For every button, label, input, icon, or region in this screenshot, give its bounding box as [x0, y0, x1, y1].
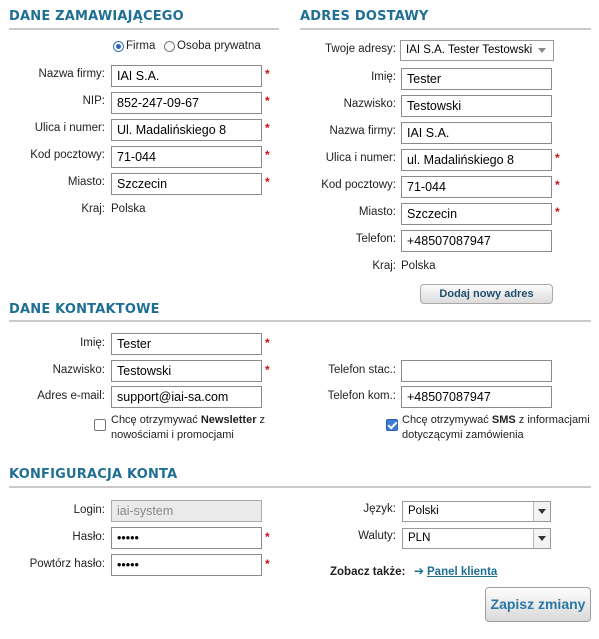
- email-label: Adres e-mail:: [37, 390, 105, 402]
- sms-text-bold: SMS: [491, 414, 516, 426]
- delivery-zip-input[interactable]: [401, 176, 552, 198]
- delivery-phone-label: Telefon:: [355, 233, 396, 245]
- language-select[interactable]: [402, 501, 551, 522]
- required-marker: *: [265, 148, 270, 162]
- addresses-select[interactable]: [400, 40, 554, 61]
- required-marker: *: [265, 557, 270, 571]
- buyer-company-label: Nazwa firmy:: [38, 68, 105, 80]
- required-marker: *: [265, 530, 270, 544]
- delivery-street-input[interactable]: [401, 149, 552, 171]
- language-select-value: Polski: [408, 505, 439, 517]
- newsletter-checkbox[interactable]: [94, 419, 106, 431]
- save-changes-button[interactable]: Zapisz zmiany: [485, 587, 591, 622]
- delivery-zip-label: Kod pocztowy:: [321, 179, 396, 191]
- contact-first-name-label: Imię:: [80, 337, 105, 349]
- password-repeat-label: Powtórz hasło:: [29, 558, 105, 570]
- required-marker: *: [265, 67, 270, 81]
- buyer-company-input[interactable]: [111, 65, 262, 87]
- delivery-country-value: Polska: [401, 260, 436, 272]
- delivery-section-divider: [300, 28, 591, 30]
- contact-section-title: DANE KONTAKTOWE: [9, 302, 160, 317]
- buyer-street-label: Ulica i numer:: [34, 122, 105, 134]
- buyer-section-title: DANE ZAMAWIAJĄCEGO: [9, 9, 184, 24]
- buyer-zip-label: Kod pocztowy:: [30, 149, 105, 161]
- delivery-last-name-label: Nazwisko:: [343, 98, 396, 110]
- see-also-label: Zobacz także:: [330, 566, 406, 578]
- buyer-country-label: Kraj:: [81, 203, 105, 215]
- newsletter-text-bold: Newsletter: [200, 414, 257, 426]
- sms-checkbox-label[interactable]: [402, 413, 590, 443]
- phone-mobile-input[interactable]: [401, 386, 552, 408]
- phone-fixed-label: Telefon stac.:: [328, 364, 396, 376]
- language-label: Język:: [363, 503, 396, 515]
- chevron-down-icon: [533, 529, 550, 548]
- sms-text-line2: dotyczącymi zamówienia: [402, 429, 524, 441]
- private-person-radio-label[interactable]: Osoba prywatna: [177, 40, 261, 52]
- buyer-section-divider: [9, 28, 279, 30]
- newsletter-text-pre: Chcę otrzymywać: [111, 414, 201, 426]
- required-marker: *: [265, 175, 270, 189]
- delivery-country-label: Kraj:: [372, 260, 396, 272]
- chevron-down-icon: [533, 502, 550, 521]
- sms-text-post: z informacjami: [515, 414, 590, 426]
- delivery-first-name-label: Imię:: [371, 71, 396, 83]
- company-radio[interactable]: [113, 41, 124, 52]
- buyer-city-input[interactable]: [111, 173, 262, 195]
- required-marker: *: [265, 94, 270, 108]
- contact-section-divider: [9, 320, 591, 322]
- buyer-street-input[interactable]: [111, 119, 262, 141]
- currency-label: Waluty:: [358, 530, 396, 542]
- login-input: [111, 500, 262, 522]
- account-section-divider: [9, 486, 591, 488]
- sms-text-pre: Chcę otrzymywać: [402, 414, 492, 426]
- phone-mobile-label: Telefon kom.:: [327, 390, 396, 402]
- login-label: Login:: [73, 504, 105, 516]
- password-label: Hasło:: [72, 531, 105, 543]
- buyer-country-value: Polska: [111, 203, 146, 215]
- private-person-radio[interactable]: [164, 41, 175, 52]
- company-radio-label[interactable]: Firma: [126, 40, 156, 52]
- delivery-section-title: ADRES DOSTAWY: [300, 9, 429, 24]
- contact-first-name-input[interactable]: [111, 333, 262, 355]
- email-input[interactable]: [111, 386, 262, 408]
- required-marker: *: [555, 151, 560, 165]
- currency-select[interactable]: [402, 528, 551, 549]
- add-address-button[interactable]: Dodaj nowy adres: [420, 284, 553, 304]
- sms-checkbox[interactable]: [386, 419, 398, 431]
- nip-input[interactable]: [111, 92, 262, 114]
- delivery-city-input[interactable]: [401, 203, 552, 225]
- required-marker: *: [265, 363, 270, 377]
- password-input[interactable]: [111, 527, 262, 549]
- delivery-last-name-input[interactable]: [401, 95, 552, 117]
- account-section-title: KONFIGURACJA KONTA: [9, 467, 178, 482]
- delivery-city-label: Miasto:: [358, 206, 396, 218]
- delivery-street-label: Ulica i numer:: [325, 152, 396, 164]
- currency-select-value: PLN: [408, 532, 431, 544]
- newsletter-text-line2: nowościami i promocjami: [111, 429, 234, 441]
- required-marker: *: [555, 205, 560, 219]
- delivery-first-name-input[interactable]: [401, 68, 552, 90]
- addresses-label: Twoje adresy:: [325, 43, 396, 55]
- arrow-right-icon: ➔: [414, 564, 425, 578]
- delivery-company-label: Nazwa firmy:: [329, 125, 396, 137]
- required-marker: *: [265, 336, 270, 350]
- contact-last-name-label: Nazwisko:: [52, 364, 105, 376]
- newsletter-checkbox-label[interactable]: [111, 413, 265, 443]
- chevron-down-icon: [533, 41, 553, 60]
- buyer-zip-input[interactable]: [111, 146, 262, 168]
- password-repeat-input[interactable]: [111, 554, 262, 576]
- customer-panel-link[interactable]: Panel klienta: [427, 566, 498, 578]
- phone-fixed-input[interactable]: [401, 360, 552, 382]
- nip-label: NIP:: [82, 95, 105, 107]
- required-marker: *: [265, 121, 270, 135]
- delivery-company-input[interactable]: [401, 122, 552, 144]
- contact-last-name-input[interactable]: [111, 360, 262, 382]
- buyer-city-label: Miasto:: [67, 176, 105, 188]
- addresses-select-value: IAI S.A. Tester Testowski: [406, 44, 533, 56]
- required-marker: *: [555, 178, 560, 192]
- newsletter-text-post: z: [256, 414, 266, 426]
- delivery-phone-input[interactable]: [401, 230, 552, 252]
